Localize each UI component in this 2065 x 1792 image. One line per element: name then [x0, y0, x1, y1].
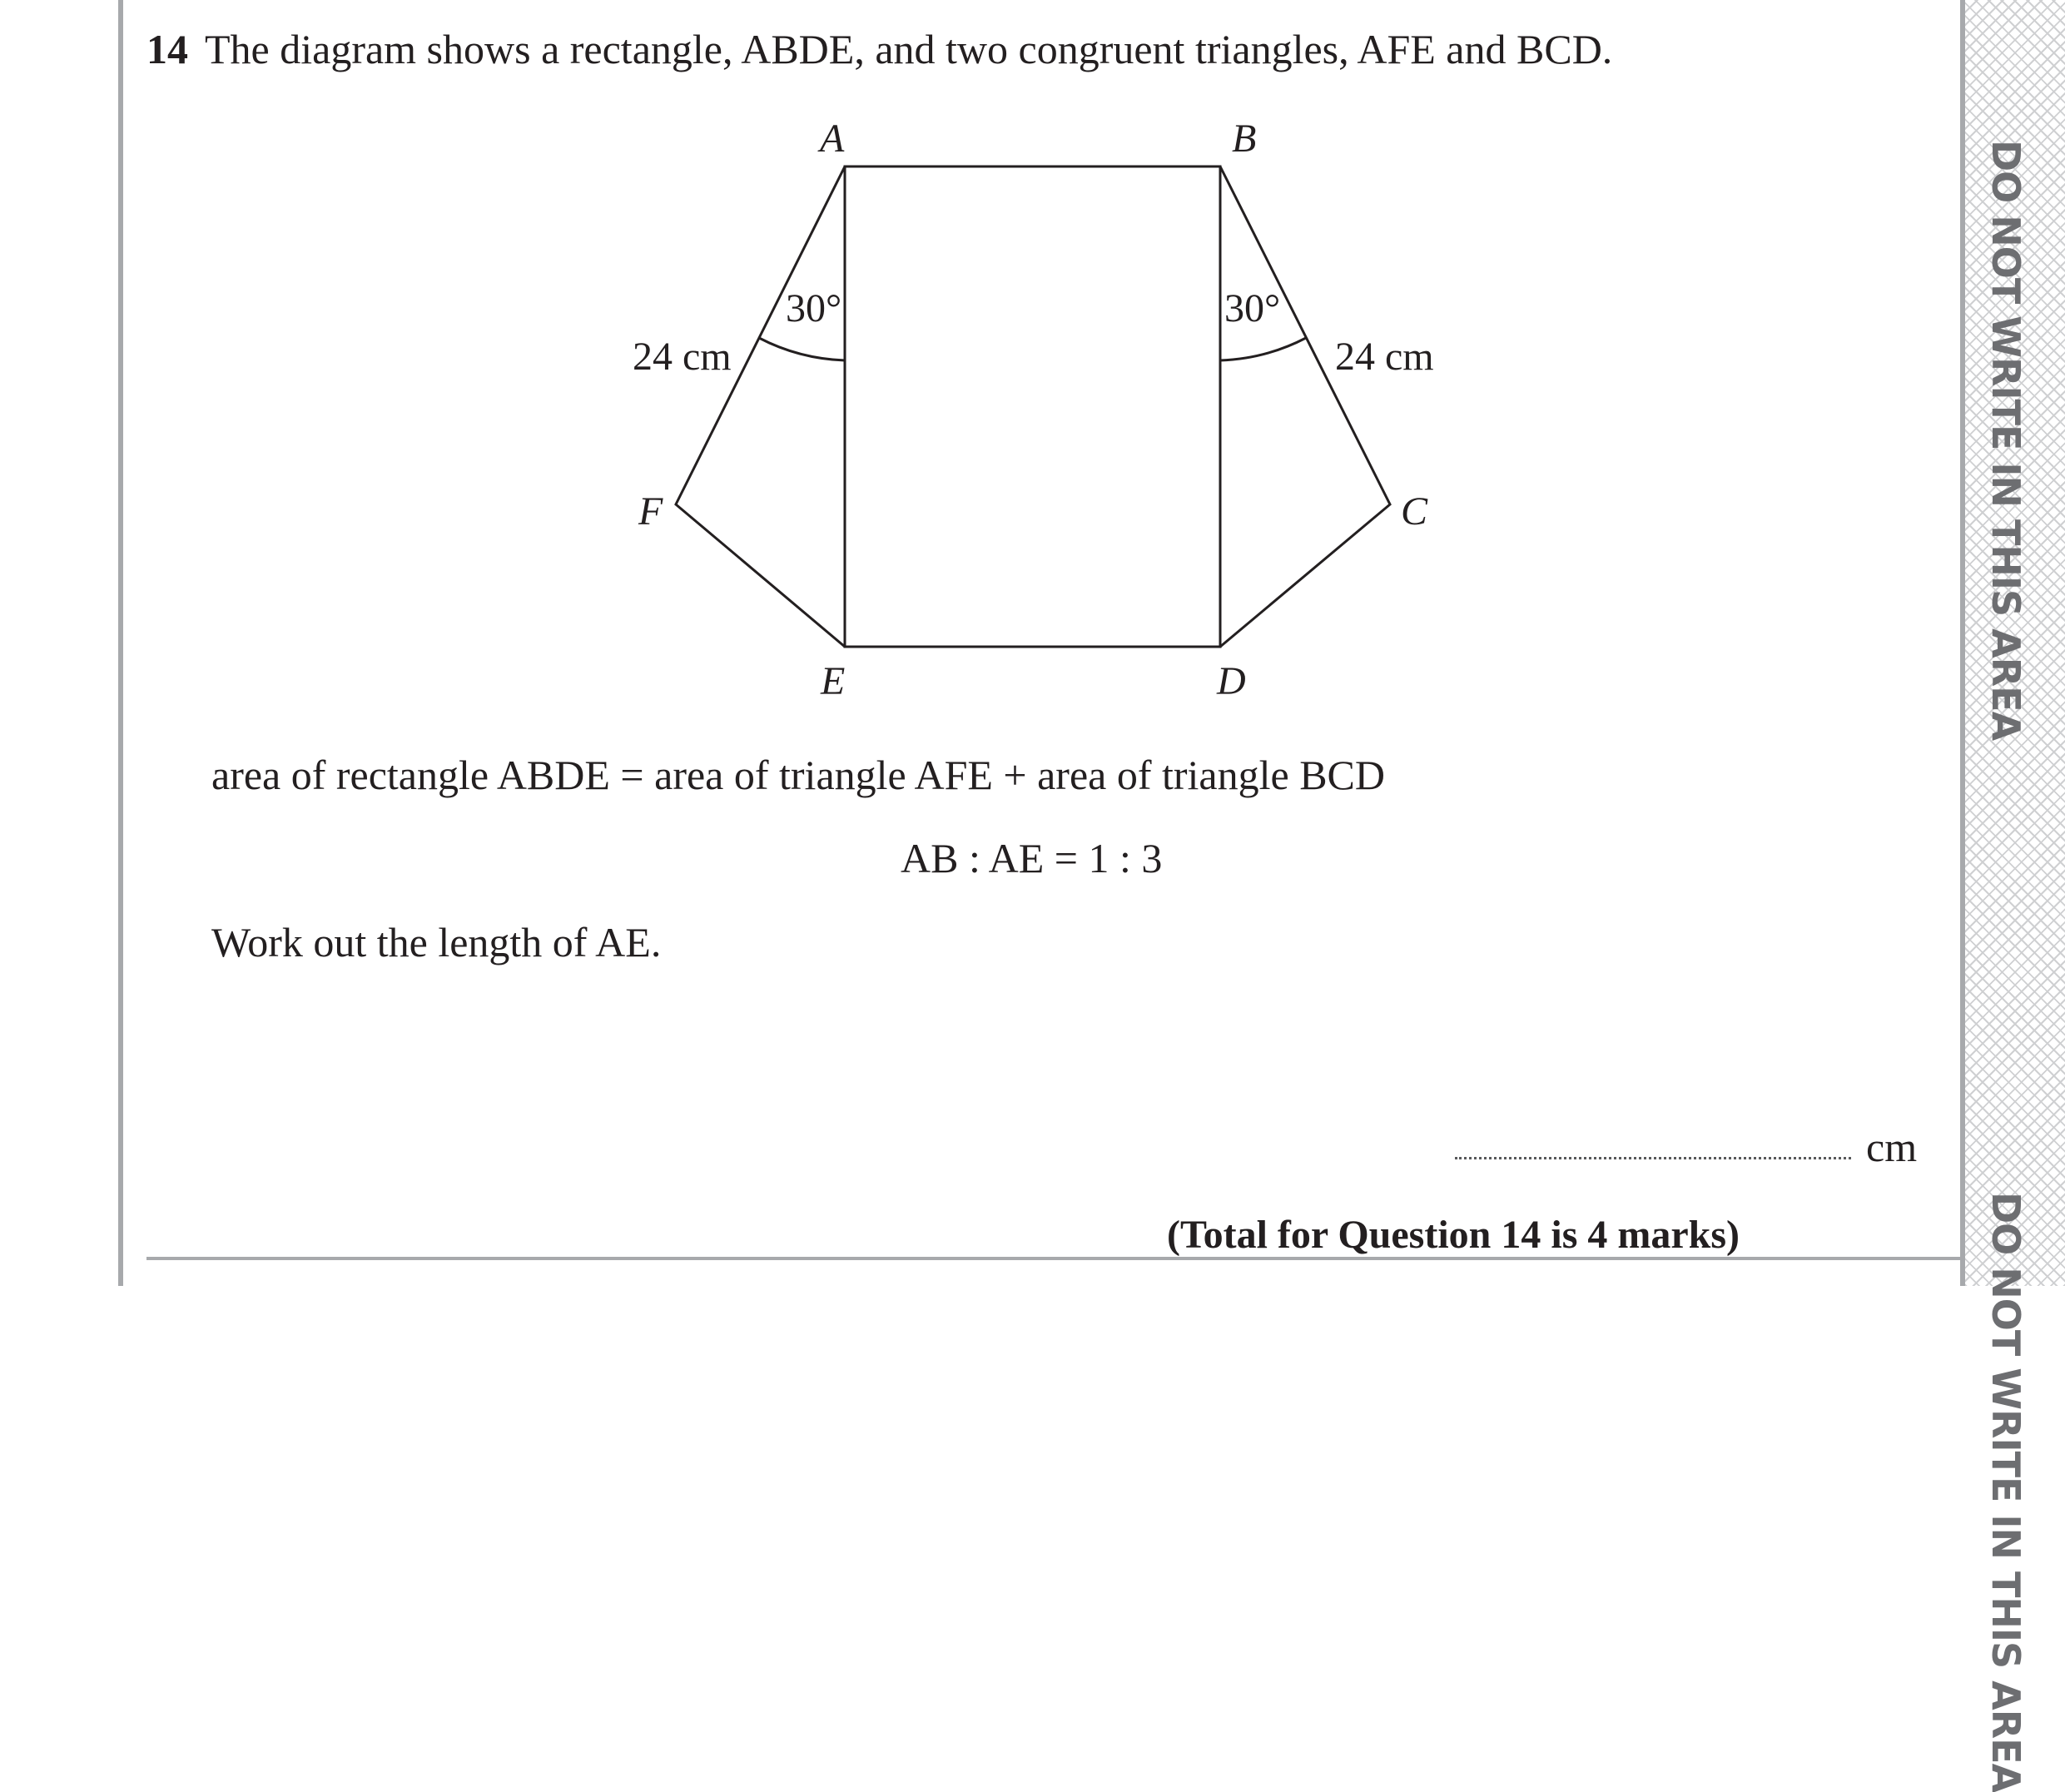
- side-length-left: 24 cm: [633, 335, 732, 379]
- triangle-afe: [676, 166, 845, 647]
- vertex-label-c: C: [1401, 489, 1428, 534]
- ratio-statement: AB : AE = 1 : 3: [901, 835, 1163, 881]
- question-number: 14: [146, 26, 188, 72]
- answer-unit: cm: [1866, 1124, 1918, 1170]
- angle-label-left: 30°: [786, 286, 842, 330]
- rectangle-abde: [845, 166, 1220, 647]
- vertex-label-e: E: [821, 659, 846, 703]
- vertex-label-d: D: [1217, 659, 1246, 703]
- angle-label-right: 30°: [1224, 286, 1281, 330]
- angle-arc-right: [1220, 338, 1306, 360]
- total-marks: (Total for Question 14 is 4 marks): [1167, 1213, 1740, 1257]
- area-relation: area of rectangle ABDE = area of triangle AFE + area of triangle BCD: [211, 752, 1386, 798]
- question-text: The diagram shows a rectangle, ABDE, and two congruent triangles, AFE and BCD.: [205, 26, 1613, 72]
- answer-line[interactable]: [1455, 1157, 1851, 1159]
- triangle-bcd: [1220, 166, 1390, 647]
- side-length-right: 24 cm: [1335, 335, 1434, 379]
- vertex-label-f: F: [638, 489, 663, 534]
- task-instruction: Work out the length of AE.: [211, 919, 662, 965]
- angle-arc-left: [759, 338, 845, 360]
- margin-warning-top: DO NOT WRITE IN THIS AREA: [1983, 140, 2028, 741]
- margin-warning-bottom: DO NOT WRITE IN THIS AREA: [1983, 1192, 2028, 1792]
- vertex-label-b: B: [1232, 117, 1257, 161]
- vertex-label-a: A: [820, 117, 845, 161]
